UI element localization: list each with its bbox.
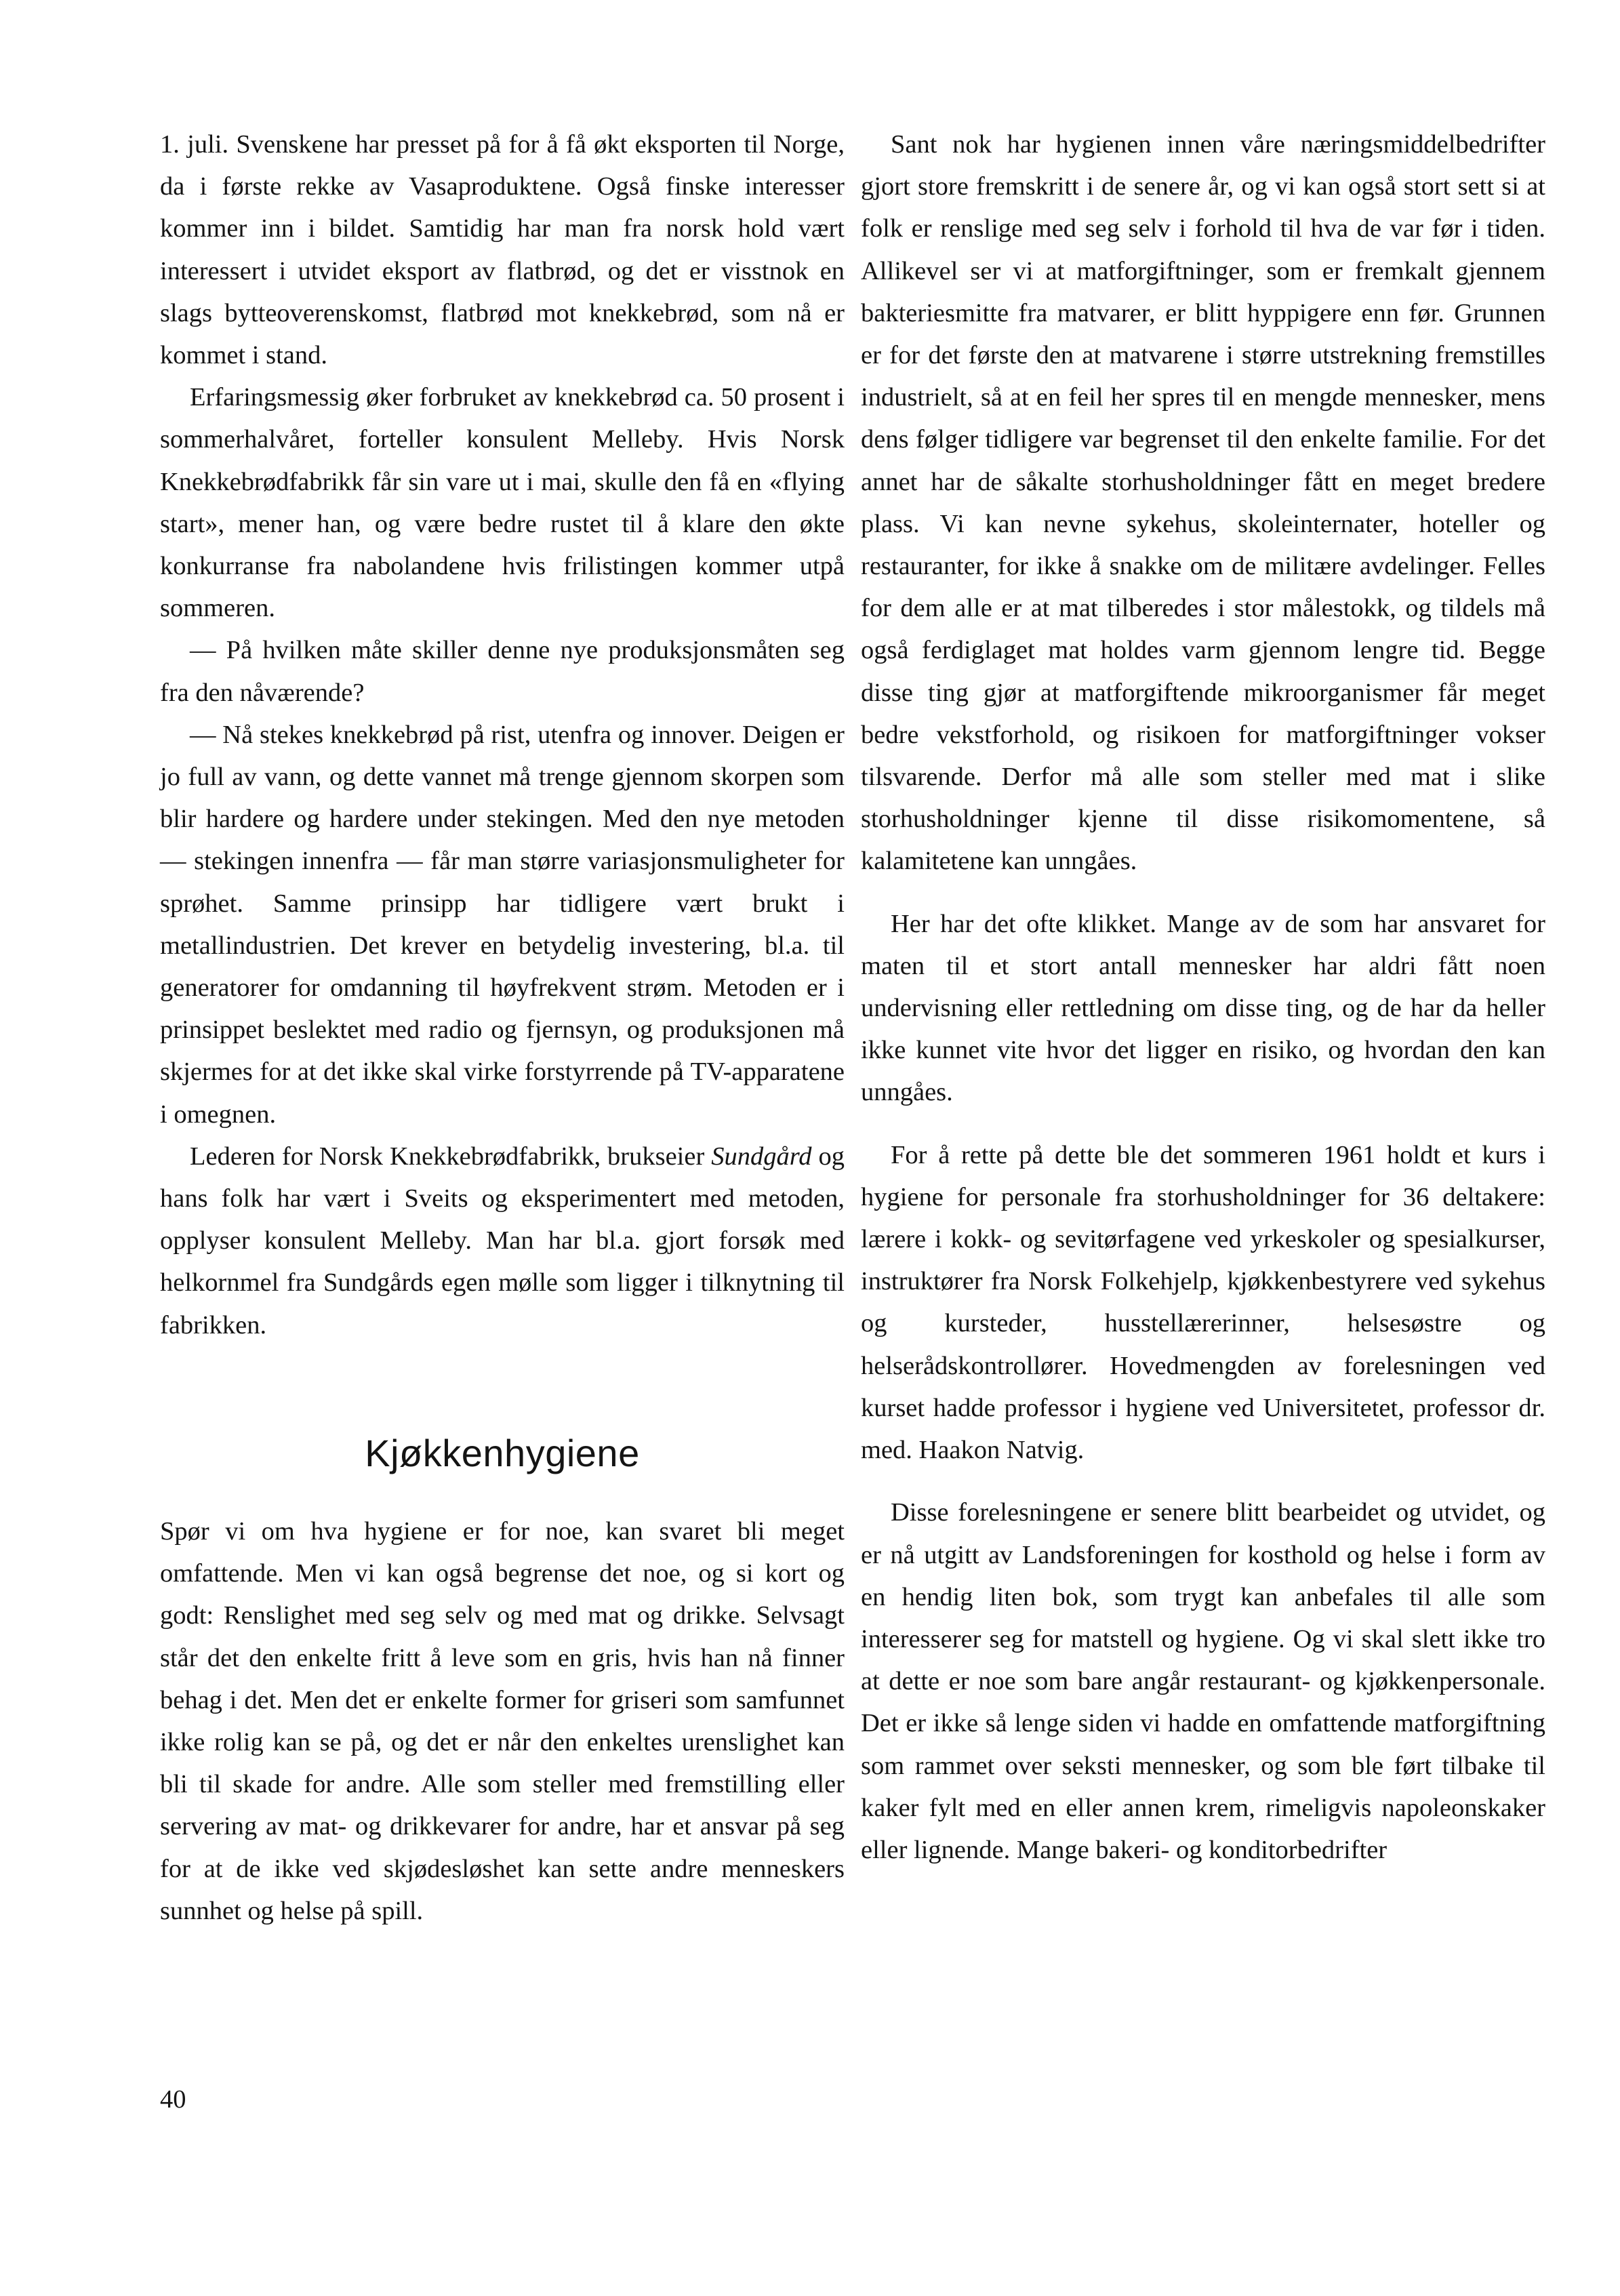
paragraph: — Nå stekes knekkebrød på rist, utenfra og innover. Deigen er jo full av vann, og dette vannet må trenge gjennom skorpen som blir hardere og hardere under stekingen. Med den nye metoden — stekingen innenfra — får man større variasjonsmuligheter for sprøhet. Samme prinsipp har tidligere vært brukt i metallindustrien. Det krever en betydelig investering, bl.a. til generatorer for omdanning til høyfrekvent strøm. Metoden er i prinsippet beslektet med radio og fjernsyn, og produksjonen må skjermes for at det ikke skal virke forstyrrende på TV-apparatene i omegnen. bbox=[160, 720, 845, 1129]
text-run: Lederen for Norsk Knekkebrødfabrikk, brukseier bbox=[190, 1142, 712, 1171]
text-run: og hans folk har vært i Sveits og eksperimentert med metoden, opplyser konsulent Melleby. Man har bl.a. gjort forsøk med helkornmel fra Sundgårds egen mølle som ligger i tilknytning til fabrikken. bbox=[160, 1142, 845, 1340]
paragraph bbox=[160, 1135, 845, 1346]
paragraph: For å rette på dette ble det sommeren 1961 holdt et kurs i hygiene for personale fra storhusholdninger for 36 deltakere: lærere i kokk- og sevitørfagene ved yrkeskoler og spesialkurser, instruktører fra Norsk Folkehjelp, kjøkkenbestyrere ved sykehus og kursteder, husstellærerinner, helsesøstre og helserådskontrollører. Hovedmengden av forelesningen ved kurset hadde professor i hygiene ved Universitetet, professor dr. med. Haakon Natvig. bbox=[861, 1140, 1545, 1465]
page-number: 40 bbox=[160, 2085, 186, 2114]
paragraph: Spør vi om hva hygiene er for noe, kan svaret bli meget omfattende. Men vi kan også begrense det noe, og si kort og godt: Renslighet med seg selv og med mat og drikke. Selvsagt står det den enkelte fritt å leve som en gris, hvis han nå finner behag i det. Men det er enkelte former for griseri som samfunnet ikke rolig kan se på, og det er når den enkeltes urenslighet kan bli til skade for andre. Alle som steller med fremstilling eller servering av mat- og drikkevarer for andre, har et ansvar på seg for at de ikke ved skjødesløshet kan sette andre menneskers sunnhet og helse på spill. bbox=[160, 1516, 845, 1925]
paragraph: 1. juli. Svenskene har presset på for å få økt eksporten til Norge, da i første rekke av Vasaproduktene. Også finske interesser kommer inn i bildet. Samtidig har man fra norsk hold vært interessert i utvidet eksport av flatbrød, og det er visstnok en slags bytteoverenskomst, flatbrød mot knekkebrød, som nå er kommet i stand. bbox=[160, 130, 845, 370]
left-column bbox=[160, 123, 845, 1932]
section-heading: Kjøkkenhygiene bbox=[365, 1431, 640, 1474]
paragraph: Her har det ofte klikket. Mange av de som har ansvaret for maten til et stort antall mennesker har aldri fått noen undervisning eller rettledning om disse ting, og de har da heller ikke kunnet vite hvor det ligger en risiko, og hvordan den kan unngåes. bbox=[861, 909, 1545, 1107]
paragraph: Sant nok har hygienen innen våre næringsmiddelbedrifter gjort store fremskritt i de senere år, og vi kan også stort sett si at folk er renslige med seg selv i forhold til hva de var før i tiden. Allikevel ser vi at matforgiftninger, som er fremkalt gjennem bakteriesmitte fra matvarer, er blitt hyppigere enn før. Grunnen er for det første den at matvarene i større utstrekning fremstilles industrielt, så at en feil her spres til en mengde mennesker, mens dens følger tidligere var begrenset til den enkelte familie. For det annet har de såkalte storhusholdninger fått en meget bredere plass. Vi kan nevne sykehus, skoleinternater, hoteller og restauranter, for ikke å snakke om de militære avdelinger. Felles for dem alle er at mat tilberedes i stor målestokk, og tildels må også ferdiglaget mat holdes varm gjennom lengre tid. Begge disse ting gjør at matforgiftende mikroorganismer får meget bedre vekstforhold, og risikoen for matforgiftninger vokser tilsvarende. Derfor må alle som steller med mat i slike storhusholdninger kjenne til disse risikomomentene, så kalamitetene kan unngåes. bbox=[861, 130, 1545, 876]
italic-name: Sundgård bbox=[711, 1142, 812, 1171]
paragraph: Disse forelesningene er senere blitt bearbeidet og utvidet, og er nå utgitt av Landsforeningen for kosthold og helse i form av en hendig liten bok, som trygt kan anbefales til alle som interesserer seg for matstell og hygiene. Og vi skal slett ikke tro at dette er noe som bare angår restaurant- og kjøkkenpersonale. Det er ikke så lenge siden vi hadde en omfattende matforgiftning som rammet over seksti mennesker, og som ble ført tilbake til kaker fylt med en eller annen krem, rimeligvis napoleonskaker eller lignende. Mange bakeri- og konditorbedrifter bbox=[861, 1498, 1545, 1864]
paragraph: Erfaringsmessig øker forbruket av knekkebrød ca. 50 prosent i sommerhalvåret, forteller konsulent Melleby. Hvis Norsk Knekkebrødfabrikk får sin vare ut i mai, skulle den få en «flying start», mener han, og være bedre rustet til å klare den økte konkurranse fra nabolandene hvis frilistingen kommer utpå sommeren. bbox=[160, 383, 845, 623]
paragraph: — På hvilken måte skiller denne nye produksjonsmåten seg fra den nåværende? bbox=[160, 636, 845, 707]
right-column bbox=[861, 123, 1545, 1871]
